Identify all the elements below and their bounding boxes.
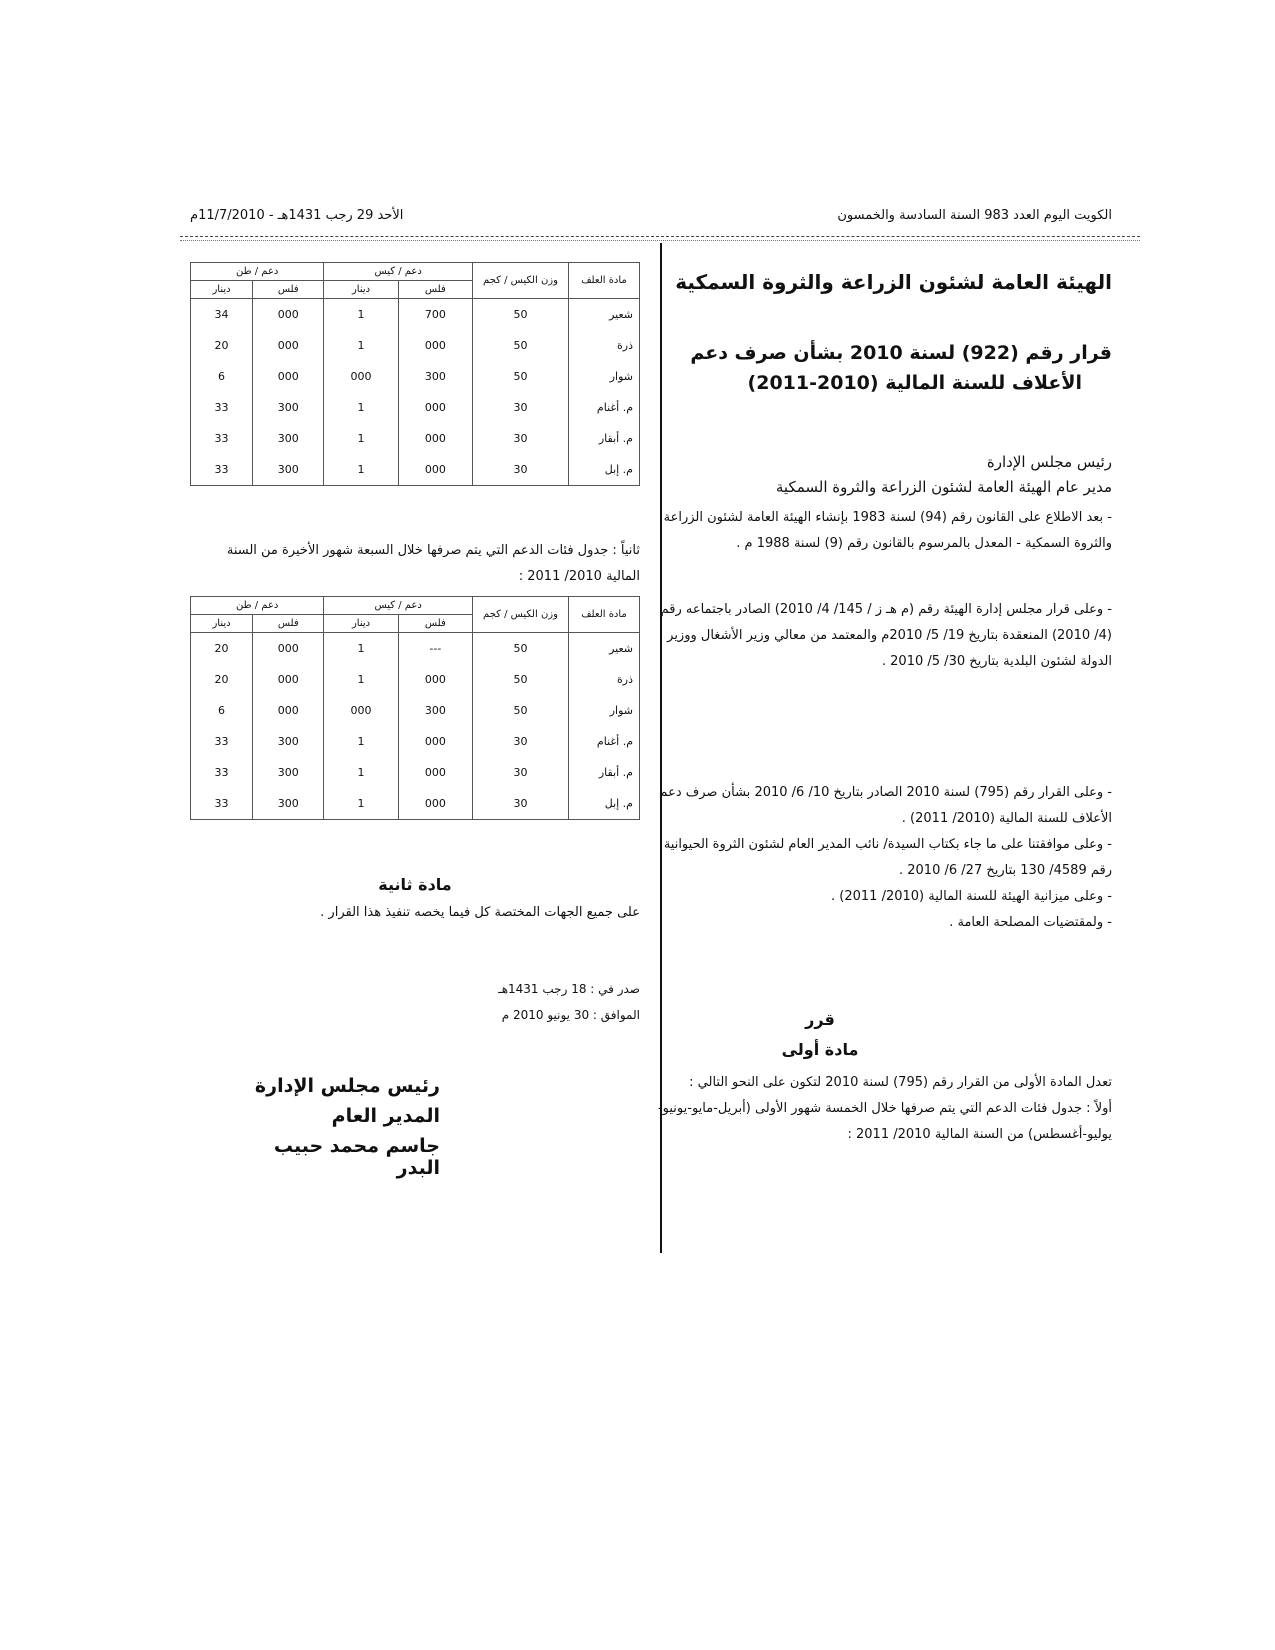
table-cell: 50 — [473, 299, 569, 331]
table-cell: شوار — [569, 695, 640, 726]
preamble-public-interest: - ولمقتضيات المصلحة العامة . — [949, 915, 1112, 930]
table-cell: 33 — [191, 423, 253, 454]
decided-heading: قرر — [805, 1010, 835, 1029]
table-cell: 000 — [253, 330, 324, 361]
article-2-text: على جميع الجهات المختصة كل فيما يخصه تنفيذ هذا القرار . — [320, 905, 640, 920]
table-cell: --- — [398, 633, 472, 665]
preamble-board-decision: - وعلى قرار مجلس إدارة الهيئة رقم (م هـ ز / 145/ 4/ 2010) الصادر باجتماعه رقم (4/ 2010) المنعقدة بتاريخ 19/ 5/ 2010م والمعتمد من معالي وزير الأشغال ووزير الدولة لشئون البلدية بتاريخ 30/ 5/ 2010 . — [660, 602, 1112, 669]
table-cell: 6 — [191, 361, 253, 392]
table-cell: م. أغنام — [569, 392, 640, 423]
table-cell: 30 — [473, 423, 569, 454]
preamble-law: - بعد الاطلاع على القانون رقم (94) لسنة 1983 بإنشاء الهيئة العامة لشئون الزراعة والثروة السمكية - المعدل بالمرسوم بالقانون رقم (9) لسنة 1988 م . — [663, 510, 1112, 551]
table-cell: 000 — [253, 695, 324, 726]
preamble-approval: - وعلى موافقتنا على ما جاء بكتاب السيدة/ نائب المدير العام لشئون الثروة الحيوانية رقم 4589/ 130 بتاريخ 27/ 6/ 2010 . — [663, 837, 1112, 878]
header-divider-dotted — [180, 240, 1140, 241]
table-cell: 33 — [191, 788, 253, 820]
table-cell: م. إبل — [569, 454, 640, 486]
table-cell: 30 — [473, 788, 569, 820]
corresponding-date: الموافق : 30 يونيو 2010 م — [501, 1008, 640, 1022]
col-ton-fils: فلس — [253, 615, 324, 633]
table-cell: 33 — [191, 392, 253, 423]
table-cell: 000 — [398, 726, 472, 757]
table-cell: 1 — [324, 454, 398, 486]
signature-name: جاسم محمد حبيب البدر — [273, 1135, 440, 1179]
table-cell: 1 — [324, 757, 398, 788]
director-heading: مدير عام الهيئة العامة لشئون الزراعة والثروة السمكية — [775, 478, 1112, 496]
table-cell: 50 — [473, 633, 569, 665]
table-cell: 33 — [191, 726, 253, 757]
table-cell: 20 — [191, 664, 253, 695]
table-cell: 000 — [253, 361, 324, 392]
table-cell: 1 — [324, 423, 398, 454]
date-header: الأحد 29 رجب 1431هـ - 11/7/2010م — [190, 208, 404, 223]
table-cell: م. أبقار — [569, 423, 640, 454]
preamble-decree-795: - وعلى القرار رقم (795) لسنة 2010 الصادر بتاريخ 10/ 6/ 2010 بشأن صرف دعم الأعلاف للسنة المالية (2010/ 2011) . — [659, 785, 1112, 826]
table-cell: م. إبل — [569, 788, 640, 820]
article-2-title: مادة ثانية — [378, 875, 452, 894]
col-ton-fils: فلس — [253, 281, 324, 299]
table-cell: 30 — [473, 726, 569, 757]
table-cell: 000 — [253, 299, 324, 331]
table-cell: 50 — [473, 361, 569, 392]
col-bag-dinar: دينار — [324, 281, 398, 299]
support-table-second-period — [190, 596, 640, 820]
decree-title-line-1: قرار رقم (922) لسنة 2010 بشأن صرف دعم — [690, 342, 1112, 364]
table-cell: 300 — [253, 788, 324, 820]
signature-director: المدير العام — [331, 1105, 440, 1127]
table-cell: 30 — [473, 454, 569, 486]
decree-title — [652, 338, 1112, 398]
col-ton-support: دعم / طن — [191, 263, 324, 281]
table-cell: 34 — [191, 299, 253, 331]
table-cell: 000 — [398, 664, 472, 695]
col-bag-fils: فلس — [398, 615, 472, 633]
table-cell: 300 — [253, 454, 324, 486]
chairman-heading: رئيس مجلس الإدارة — [986, 453, 1112, 471]
table-cell: 33 — [191, 454, 253, 486]
table-cell: 1 — [324, 299, 398, 331]
table-cell: ذرة — [569, 664, 640, 695]
col-bag-dinar: دينار — [324, 615, 398, 633]
decree-title-line-2: الأعلاف للسنة المالية (2010-2011) — [747, 372, 1082, 394]
table-cell: 000 — [398, 330, 472, 361]
table-cell: 6 — [191, 695, 253, 726]
table-cell: 1 — [324, 664, 398, 695]
preamble-other — [652, 780, 1112, 936]
table-cell: 1 — [324, 726, 398, 757]
table-cell: م. أغنام — [569, 726, 640, 757]
table-cell: 50 — [473, 695, 569, 726]
col-weight: وزن الكيس / كجم — [473, 597, 569, 633]
table-cell: شوار — [569, 361, 640, 392]
table-cell: 000 — [324, 361, 398, 392]
table-cell: 1 — [324, 392, 398, 423]
table-cell: 000 — [253, 664, 324, 695]
table-cell: 33 — [191, 757, 253, 788]
table-cell: م. أبقار — [569, 757, 640, 788]
col-weight: وزن الكيس / كجم — [473, 263, 569, 299]
table-cell: 1 — [324, 330, 398, 361]
col-ton-dinar: دينار — [191, 615, 253, 633]
table-cell: 30 — [473, 392, 569, 423]
table-cell: 000 — [398, 757, 472, 788]
table-cell: 000 — [398, 423, 472, 454]
col-ton-dinar: دينار — [191, 281, 253, 299]
col-bag-fils: فلس — [398, 281, 472, 299]
gazette-header: الكويت اليوم العدد 983 السنة السادسة والخمسون — [837, 208, 1112, 223]
table-cell: 300 — [253, 423, 324, 454]
table-cell: 000 — [398, 392, 472, 423]
table-cell: 20 — [191, 633, 253, 665]
table-cell: 1 — [324, 788, 398, 820]
table-cell: 000 — [398, 454, 472, 486]
table-cell: 20 — [191, 330, 253, 361]
signature-chairman: رئيس مجلس الإدارة — [254, 1075, 440, 1097]
table-cell: 1 — [324, 633, 398, 665]
header-divider — [180, 236, 1140, 237]
col-bag-support: دعم / كيس — [324, 263, 473, 281]
table-cell: 300 — [253, 726, 324, 757]
first-table-intro: أولاً : جدول فئات الدعم التي يتم صرفها خلال الخمسة شهور الأولى (أبريل-مايو-يونيو-يوليو-أغسطس) من السنة المالية 2010/ 2011 : — [657, 1101, 1112, 1142]
table-cell: ذرة — [569, 330, 640, 361]
preamble-budget: - وعلى ميزانية الهيئة للسنة المالية (2010/ 2011) . — [831, 889, 1112, 904]
article-1-title: مادة أولى — [781, 1040, 859, 1059]
col-item: مادة العلف — [569, 597, 640, 633]
col-ton-support: دعم / طن — [191, 597, 324, 615]
col-item: مادة العلف — [569, 263, 640, 299]
table-cell: 000 — [398, 788, 472, 820]
issued-date: صدر في : 18 رجب 1431هـ — [498, 982, 640, 996]
table-cell: شعير — [569, 633, 640, 665]
table-cell: 50 — [473, 330, 569, 361]
table-cell: 000 — [324, 695, 398, 726]
article-1-text: تعدل المادة الأولى من القرار رقم (795) لسنة 2010 لتكون على النحو التالي : — [689, 1075, 1112, 1090]
table-cell: 50 — [473, 664, 569, 695]
table-cell: 300 — [253, 757, 324, 788]
table-cell: 30 — [473, 757, 569, 788]
authority-title: الهيئة العامة لشئون الزراعة والثروة السمكية — [675, 270, 1112, 294]
table-cell: 300 — [398, 361, 472, 392]
table-cell: شعير — [569, 299, 640, 331]
table-cell: 300 — [398, 695, 472, 726]
col-bag-support: دعم / كيس — [324, 597, 473, 615]
table-cell: 000 — [253, 633, 324, 665]
table-cell: 700 — [398, 299, 472, 331]
support-table-first-period — [190, 262, 640, 486]
second-table-intro: ثانياً : جدول فئات الدعم التي يتم صرفها خلال السبعة شهور الأخيرة من السنة المالية 2010/ 2011 : — [226, 543, 640, 584]
article-1-body — [652, 1070, 1112, 1148]
table-cell: 300 — [253, 392, 324, 423]
